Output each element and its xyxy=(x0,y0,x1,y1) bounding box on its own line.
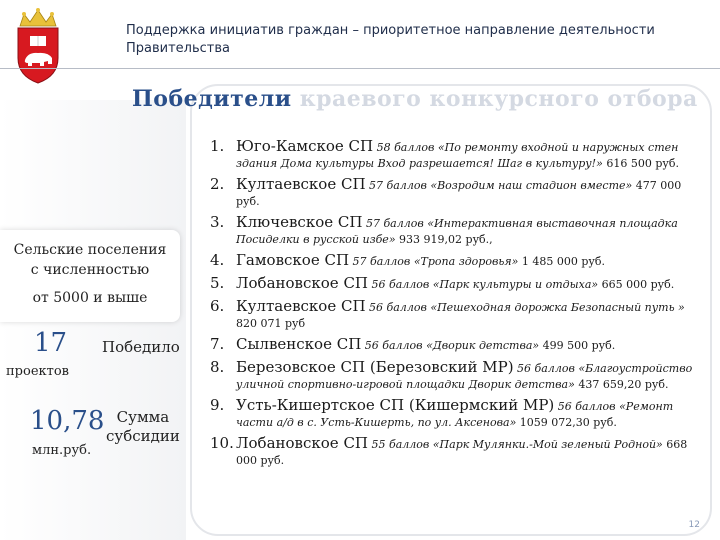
winner-number: 2. xyxy=(210,175,225,193)
winner-description: 55 баллов «Парк Мулянки.-Мой зеленый Родной» xyxy=(368,438,663,451)
winner-number: 3. xyxy=(210,213,225,231)
winner-amount: 1 485 000 руб. xyxy=(518,255,605,268)
winner-item xyxy=(200,357,705,392)
winner-item xyxy=(200,273,705,293)
winner-description: 56 баллов «Парк культуры и отдыха» xyxy=(368,278,599,291)
winner-amount: 477 000 руб. xyxy=(236,179,682,208)
winner-name: Гамовское СП xyxy=(236,251,350,269)
winner-item xyxy=(200,174,705,209)
title-visible: Победители xyxy=(132,86,292,112)
winner-description: 57 баллов «Возродим наш стадион вместе» xyxy=(365,179,633,192)
perm-krai-coat-of-arms-icon xyxy=(8,6,68,86)
winner-number: 5. xyxy=(210,274,225,292)
winner-number: 4. xyxy=(210,251,225,269)
category-line-2: с численностью xyxy=(30,262,150,278)
winner-number: 8. xyxy=(210,358,225,376)
subsidy-sum: 10,78 xyxy=(30,406,105,436)
winner-name: Култаевское СП xyxy=(236,297,366,315)
page-number: 12 xyxy=(688,520,700,530)
winner-item xyxy=(200,395,705,430)
winner-name: Лобановское СП xyxy=(236,434,369,452)
winner-description: 57 баллов «Интерактивная выставочная площадка Посиделки в русской избе» xyxy=(236,217,678,246)
projects-count: 17 xyxy=(34,328,68,358)
winner-number: 9. xyxy=(210,396,225,414)
subsidy-label-line-1: Сумма xyxy=(116,408,170,426)
winner-amount: 668 000 руб. xyxy=(236,438,688,467)
winner-name: Лобановское СП xyxy=(236,274,369,292)
subsidy-label xyxy=(106,408,180,446)
winner-amount: 499 500 руб. xyxy=(539,339,616,352)
page-title xyxy=(132,86,712,112)
winner-number: 6. xyxy=(210,297,225,315)
winner-amount: 616 500 руб. xyxy=(602,157,679,170)
subsidy-sum-unit: млн.руб. xyxy=(32,443,92,458)
category-line-3: от 5000 и выше xyxy=(32,290,148,306)
winner-item xyxy=(200,433,705,468)
winner-amount: 1059 072,30 руб. xyxy=(516,416,617,429)
header-divider xyxy=(0,68,720,69)
winner-description: 56 баллов «Ремонт части а/д в с. Усть-Кишерть, по ул. Аксенова» xyxy=(236,400,674,429)
winner-description: 57 баллов «Тропа здоровья» xyxy=(349,255,519,268)
winner-item xyxy=(200,334,705,354)
winner-amount: 933 919,02 руб., xyxy=(395,233,493,246)
winner-description: 56 баллов «Пешеходная дорожка Безопасный путь » xyxy=(365,301,685,314)
winner-name: Култаевское СП xyxy=(236,175,366,193)
winner-description: 56 баллов «Дворик детства» xyxy=(361,339,540,352)
title-faded: краевого конкурсного отбора xyxy=(291,86,698,112)
winner-description: 58 баллов «По ремонту входной и наружных стен здания Дома культуры Вход разрешается! Шаг в культуру!» xyxy=(236,141,679,170)
settlement-category-card xyxy=(0,230,180,322)
winner-item xyxy=(200,250,705,270)
winner-description: 56 баллов «Благоустройство уличной спортивно-игровой площадки Дворик детства» xyxy=(236,362,693,391)
winner-name: Сылвенское СП xyxy=(236,335,362,353)
projects-count-unit: проектов xyxy=(6,364,69,379)
winner-name: Усть-Кишертское СП (Кишермский МР) xyxy=(236,396,555,414)
header-line-1: Поддержка инициатив граждан – приоритетное направление деятельности xyxy=(126,23,655,38)
header xyxy=(126,22,706,58)
projects-count-label: Победило xyxy=(102,338,180,356)
winner-name: Березовское СП (Березовский МР) xyxy=(236,358,514,376)
winner-number: 7. xyxy=(210,335,225,353)
subsidy-label-line-2: субсидии xyxy=(106,427,180,445)
winner-item xyxy=(200,296,705,331)
winner-amount: 437 659,20 руб. xyxy=(574,378,669,391)
winner-number: 10. xyxy=(210,434,234,452)
winner-name: Юго-Камское СП xyxy=(236,137,374,155)
winner-amount: 665 000 руб. xyxy=(598,278,675,291)
winner-amount: 820 071 руб xyxy=(236,317,306,330)
header-line-2: Правительства xyxy=(126,41,230,56)
winner-name: Ключевское СП xyxy=(236,213,363,231)
category-line-1: Сельские поселения xyxy=(13,242,167,258)
winners-list xyxy=(200,136,705,471)
winner-item xyxy=(200,136,705,171)
winner-number: 1. xyxy=(210,137,225,155)
winner-item xyxy=(200,212,705,247)
